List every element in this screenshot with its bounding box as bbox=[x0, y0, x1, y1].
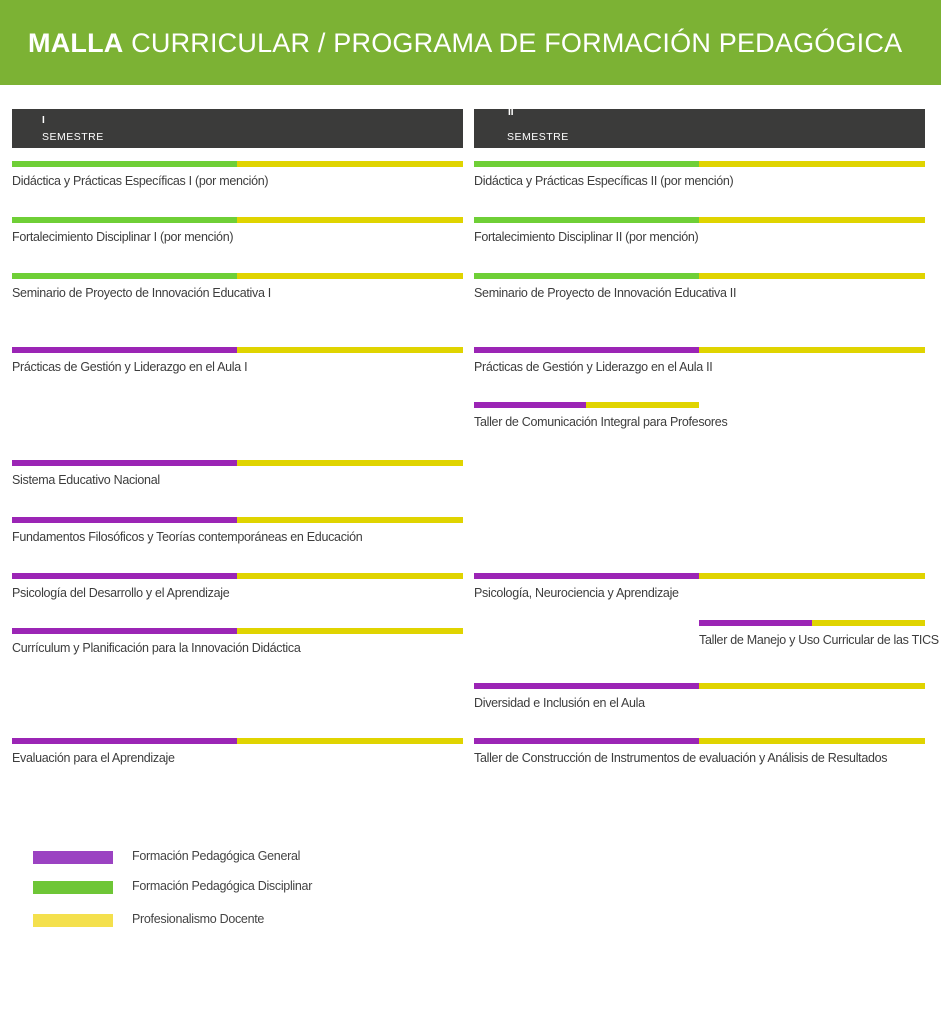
legend-swatch-disciplinar bbox=[33, 881, 113, 894]
bar-segment-type bbox=[12, 573, 237, 579]
course-name: Fortalecimiento Disciplinar I (por mención) bbox=[12, 230, 234, 244]
course-bar bbox=[12, 628, 463, 634]
course-bar bbox=[12, 517, 463, 523]
course-name: Didáctica y Prácticas Específicas II (por mención) bbox=[474, 174, 734, 188]
bar-segment-docente bbox=[237, 628, 463, 634]
course-name: Currículum y Planificación para la Innovación Didáctica bbox=[12, 641, 301, 655]
bar-segment-docente bbox=[699, 273, 925, 279]
bar-segment-type bbox=[12, 347, 237, 353]
bar-segment-docente bbox=[699, 738, 925, 744]
course-bar bbox=[12, 161, 463, 167]
bar-segment-type bbox=[474, 161, 699, 167]
course-name: Seminario de Proyecto de Innovación Educativa II bbox=[474, 286, 737, 300]
bar-segment-type bbox=[699, 620, 812, 626]
bar-segment-docente bbox=[699, 683, 925, 689]
legend-swatch-general bbox=[33, 851, 113, 864]
semester-2-label: SEMESTRE bbox=[507, 131, 569, 143]
course-bar bbox=[474, 738, 925, 744]
course-bar bbox=[474, 217, 925, 223]
course-name: Didáctica y Prácticas Específicas I (por mención) bbox=[12, 174, 269, 188]
course-bar bbox=[12, 347, 463, 353]
semester-1-number: I bbox=[42, 115, 45, 126]
page-title bbox=[28, 28, 902, 59]
course-name: Evaluación para el Aprendizaje bbox=[12, 751, 175, 765]
course-name: Prácticas de Gestión y Liderazgo en el Aula I bbox=[12, 360, 248, 374]
bar-segment-type bbox=[474, 573, 699, 579]
bar-segment-docente bbox=[237, 217, 463, 223]
course-name: Taller de Construcción de Instrumentos de evaluación y Análisis de Resultados bbox=[474, 751, 888, 765]
bar-segment-docente bbox=[237, 161, 463, 167]
bar-segment-type bbox=[474, 683, 699, 689]
bar-segment-docente bbox=[237, 460, 463, 466]
bar-segment-docente bbox=[237, 738, 463, 744]
course-name: Psicología, Neurociencia y Aprendizaje bbox=[474, 586, 679, 600]
bar-segment-docente bbox=[699, 161, 925, 167]
course-bar bbox=[12, 460, 463, 466]
bar-segment-docente bbox=[237, 517, 463, 523]
bar-segment-type bbox=[474, 273, 699, 279]
semester-1-header bbox=[12, 109, 463, 148]
course-name: Psicología del Desarrollo y el Aprendizaje bbox=[12, 586, 230, 600]
legend-swatch-docente bbox=[33, 914, 113, 927]
semester-1-label: SEMESTRE bbox=[42, 131, 104, 143]
bar-segment-docente bbox=[699, 217, 925, 223]
course-name: Taller de Manejo y Uso Curricular de las TICS bbox=[699, 633, 939, 647]
bar-segment-docente bbox=[237, 347, 463, 353]
bar-segment-type bbox=[12, 738, 237, 744]
course-bar bbox=[12, 217, 463, 223]
course-name: Sistema Educativo Nacional bbox=[12, 473, 160, 487]
bar-segment-type bbox=[12, 217, 237, 223]
legend-label: Formación Pedagógica Disciplinar bbox=[132, 879, 313, 893]
course-bar bbox=[474, 161, 925, 167]
course-bar bbox=[474, 273, 925, 279]
bar-segment-type bbox=[474, 217, 699, 223]
bar-segment-docente bbox=[699, 573, 925, 579]
course-name: Diversidad e Inclusión en el Aula bbox=[474, 696, 645, 710]
bar-segment-docente bbox=[237, 273, 463, 279]
course-name: Seminario de Proyecto de Innovación Educativa I bbox=[12, 286, 271, 300]
semester-2-number: II bbox=[508, 107, 514, 118]
title-rest: CURRICULAR / PROGRAMA DE FORMACIÓN PEDAGÓGICA bbox=[123, 28, 903, 58]
title-bold: MALLA bbox=[28, 28, 124, 58]
bar-segment-docente bbox=[586, 402, 699, 408]
bar-segment-type bbox=[474, 402, 586, 408]
bar-segment-type bbox=[12, 161, 237, 167]
page-header bbox=[0, 0, 941, 85]
course-name: Prácticas de Gestión y Liderazgo en el Aula II bbox=[474, 360, 713, 374]
bar-segment-type bbox=[474, 738, 699, 744]
bar-segment-type bbox=[12, 460, 237, 466]
bar-segment-type bbox=[12, 517, 237, 523]
bar-segment-docente bbox=[699, 347, 925, 353]
bar-segment-docente bbox=[812, 620, 925, 626]
legend-label: Formación Pedagógica General bbox=[132, 849, 301, 863]
bar-segment-docente bbox=[237, 573, 463, 579]
semester-2-header bbox=[474, 109, 925, 148]
course-bar bbox=[474, 347, 925, 353]
course-bar bbox=[474, 573, 925, 579]
course-bar bbox=[12, 738, 463, 744]
bar-segment-type bbox=[12, 273, 237, 279]
course-name: Taller de Comunicación Integral para Profesores bbox=[474, 415, 728, 429]
course-bar bbox=[474, 683, 925, 689]
course-name: Fundamentos Filosóficos y Teorías contemporáneas en Educación bbox=[12, 530, 363, 544]
course-name: Fortalecimiento Disciplinar II (por mención) bbox=[474, 230, 699, 244]
course-bar bbox=[12, 573, 463, 579]
course-bar bbox=[699, 620, 925, 626]
legend-label: Profesionalismo Docente bbox=[132, 912, 265, 926]
course-bar bbox=[474, 402, 699, 408]
bar-segment-type bbox=[12, 628, 237, 634]
course-bar bbox=[12, 273, 463, 279]
bar-segment-type bbox=[474, 347, 699, 353]
